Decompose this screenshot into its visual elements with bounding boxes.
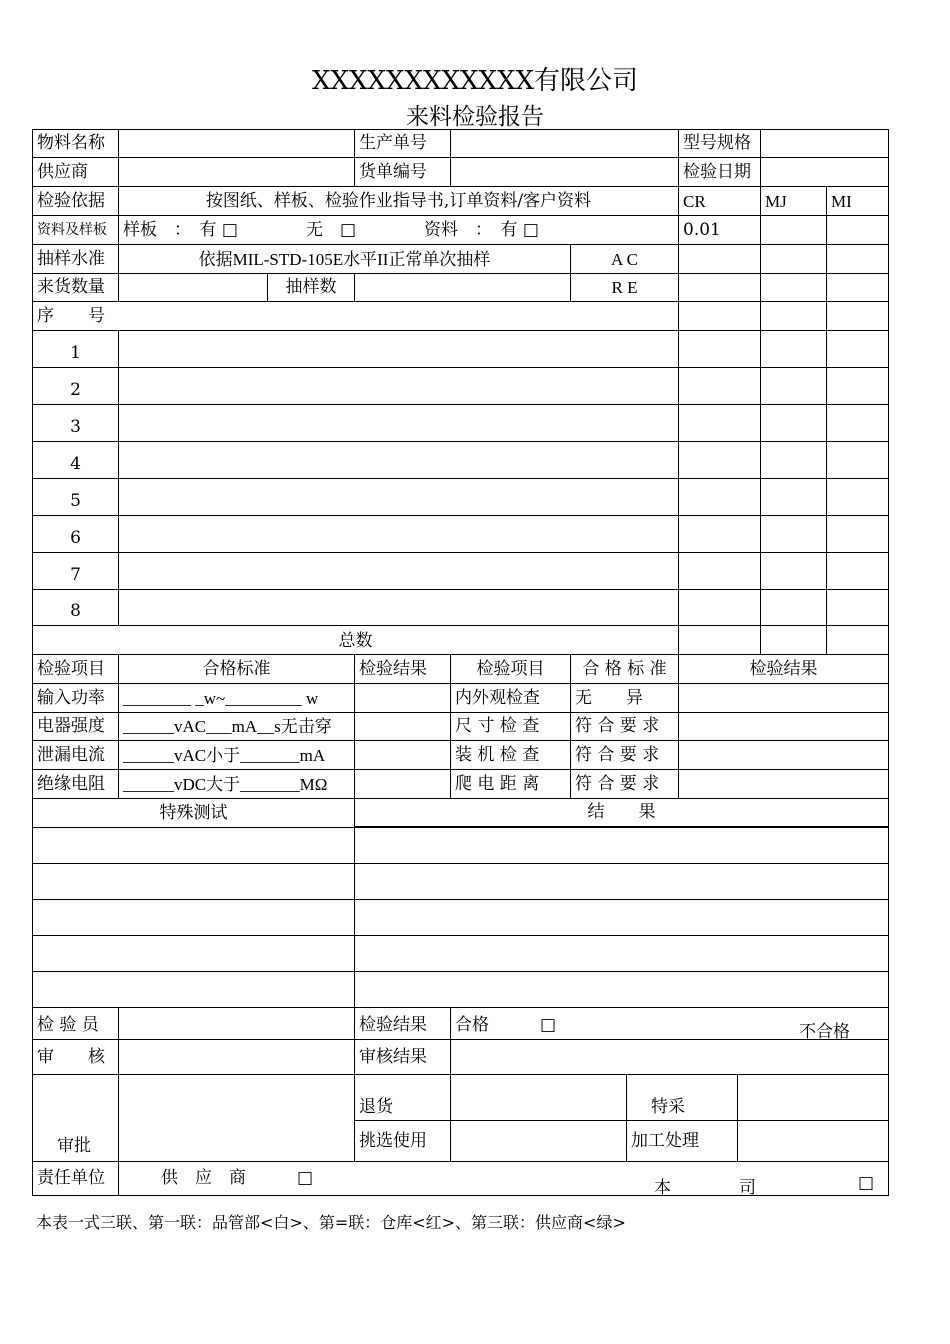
row-mj[interactable] [760,478,827,516]
special-result-field[interactable] [354,935,889,972]
ac-mj[interactable] [760,244,827,274]
total-mi[interactable] [826,625,889,655]
row-number: 7 [32,552,119,590]
serial-mi [826,301,889,331]
special-adopt-field[interactable] [737,1074,889,1121]
rework-label: 加工处理 [626,1120,738,1162]
row-number: 4 [32,441,119,479]
row-mj[interactable] [760,515,827,553]
test-result-field[interactable] [354,712,451,741]
total-mj[interactable] [760,625,827,655]
row-number: 1 [32,330,119,368]
test-standard-right: 符 合 要 求 [570,740,679,770]
row-cr[interactable] [678,441,761,479]
responsible-supplier-option[interactable]: 供 应 商 □ [118,1161,889,1196]
special-test-header: 特殊测试 [32,798,355,828]
pass-option[interactable]: 合格 □ [450,1007,889,1040]
test-standard-right: 符 合 要 求 [570,769,679,799]
serial-cr [678,301,761,331]
supplier-label: 供应商 [32,157,119,187]
return-field[interactable] [450,1074,627,1121]
sampling-text: 依据MIL-STD-105E水平II正常单次抽样 [118,244,571,274]
row-cr[interactable] [678,330,761,368]
row-mi[interactable] [826,515,889,553]
row-content[interactable] [118,367,679,405]
mi-value[interactable] [826,215,889,245]
responsible-company-checkbox[interactable]: □ [858,1173,875,1193]
mj-value[interactable] [760,215,827,245]
test-item: 泄漏电流 [32,740,119,770]
test-item: 电器强度 [32,712,119,741]
test-result-field[interactable] [354,769,451,799]
test-item-right: 内外观检查 [450,683,571,713]
total-label: 总数 [32,625,679,655]
test-standard-right: 符 合 要 求 [570,712,679,741]
row-mj[interactable] [760,589,827,626]
responsible-label: 责任单位 [32,1161,119,1196]
row-mi[interactable] [826,441,889,479]
test-std-header: 合格标准 [118,654,355,684]
test-result-field-right[interactable] [678,769,889,799]
re-mi[interactable] [826,273,889,302]
re-mj[interactable] [760,273,827,302]
row-cr[interactable] [678,515,761,553]
material-name-label: 物料名称 [32,129,119,158]
special-test-field[interactable] [32,899,355,936]
basis-label: 检验依据 [32,186,119,216]
serial-mj [760,301,827,331]
test-result-header-2: 检验结果 [678,654,889,684]
ac-mi[interactable] [826,244,889,274]
supplier-field[interactable] [118,157,355,187]
special-result-field[interactable] [354,971,889,1008]
responsible-company-option[interactable]: 本 司 [654,1178,756,1198]
sample-qty-field[interactable] [354,273,571,302]
test-result-field[interactable] [354,740,451,770]
cr-header: CR [678,186,761,216]
row-cr[interactable] [678,404,761,442]
special-test-field[interactable] [32,935,355,972]
material-name-field[interactable] [118,129,355,158]
special-adopt-label: 特采 [626,1074,738,1121]
special-result-field[interactable] [354,899,889,936]
approve-label: 审批 [32,1074,119,1162]
row-number: 8 [32,589,119,626]
test-item: 输入功率 [32,683,119,713]
row-mj[interactable] [760,441,827,479]
return-label: 退货 [354,1074,451,1121]
row-cr[interactable] [678,552,761,590]
row-content[interactable] [118,589,679,626]
row-mi[interactable] [826,478,889,516]
inspector-label: 检 验 员 [32,1007,119,1040]
shipment-no-label: 货单编号 [354,157,451,187]
test-item-right: 装 机 检 查 [450,740,571,770]
test-item-right: 爬 电 距 离 [450,769,571,799]
test-result-field-right[interactable] [678,740,889,770]
test-standard: ______vAC小于_______mA [118,740,355,770]
cr-value: 0.01 [678,215,761,245]
rework-field[interactable] [737,1120,889,1162]
ac-label: A C [570,244,679,274]
row-mi[interactable] [826,330,889,368]
test-result-header: 检验结果 [354,654,451,684]
special-result-field[interactable] [354,827,889,864]
basis-text: 按图纸、样板、检验作业指导书,订单资料/客户资料 [118,186,679,216]
inspection-date-field[interactable] [760,157,889,187]
sample-qty-label: 抽样数 [267,273,355,302]
special-test-field[interactable] [32,863,355,900]
pick-use-label: 挑选使用 [354,1120,451,1162]
model-spec-field[interactable] [760,129,889,158]
re-cr[interactable] [678,273,761,302]
footer-note: 本表一式三联、第一联：品管部<白>、第=联：仓库<红>、第三联：供应商<绿> [36,1213,626,1232]
serial-header: 序 号 [32,301,679,331]
review-result-label: 审核结果 [354,1039,451,1075]
review-result-field[interactable] [450,1039,889,1075]
row-mi[interactable] [826,552,889,590]
test-standard: ________ _w~_________ w [118,683,355,713]
test-std-header-2: 合 格 标 准 [570,654,679,684]
row-number: 3 [32,404,119,442]
fail-option[interactable]: 不合格 [799,1022,850,1042]
test-item: 绝缘电阻 [32,769,119,799]
test-item-header: 检验项目 [32,654,119,684]
row-content[interactable] [118,330,679,368]
sample-doc-label: 资料及样板 [32,215,119,245]
row-content[interactable] [118,441,679,479]
test-result-field[interactable] [354,683,451,713]
model-spec-label: 型号规格 [678,129,761,158]
test-item-header-2: 检验项目 [450,654,571,684]
row-number: 6 [32,515,119,553]
row-mi[interactable] [826,367,889,405]
reviewer-field[interactable] [118,1039,355,1075]
approve-field[interactable] [118,1074,355,1162]
mj-header: MJ [760,186,827,216]
qty-label: 来货数量 [32,273,119,302]
row-mi[interactable] [826,589,889,626]
row-content[interactable] [118,404,679,442]
re-label: R E [570,273,679,302]
row-cr[interactable] [678,478,761,516]
inspection-date-label: 检验日期 [678,157,761,187]
sampling-label: 抽样水准 [32,244,119,274]
row-number: 5 [32,478,119,516]
total-cr[interactable] [678,625,761,655]
reviewer-label: 审 核 [32,1039,119,1075]
inspection-result-label: 检验结果 [354,1007,451,1040]
test-standard-right: 无 异 [570,683,679,713]
test-item-right: 尺 寸 检 查 [450,712,571,741]
row-content[interactable] [118,552,679,590]
test-result-field-right[interactable] [678,712,889,741]
test-standard: ______vAC___mA__s无击穿 [118,712,355,741]
shipment-no-field[interactable] [450,157,679,187]
row-cr[interactable] [678,589,761,626]
row-mi[interactable] [826,404,889,442]
special-result-header: 结 果 [354,798,889,828]
row-content[interactable] [118,515,679,553]
production-no-label: 生产单号 [354,129,451,158]
inspector-field[interactable] [118,1007,355,1040]
special-test-field[interactable] [32,971,355,1008]
mi-header: MI [826,186,889,216]
row-mj[interactable] [760,552,827,590]
row-mj[interactable] [760,404,827,442]
qty-field[interactable] [118,273,268,302]
ac-cr[interactable] [678,244,761,274]
row-number: 2 [32,367,119,405]
row-mj[interactable] [760,367,827,405]
company-title: XXXXXXXXXXXX有限公司 [311,66,639,96]
test-result-field-right[interactable] [678,683,889,713]
special-result-field[interactable] [354,863,889,900]
row-mj[interactable] [760,330,827,368]
test-standard: ______vDC大于_______MΩ [118,769,355,799]
row-content[interactable] [118,478,679,516]
special-test-field[interactable] [32,827,355,864]
production-no-field[interactable] [450,129,679,158]
report-title: 来料检验报告 [406,104,544,130]
pick-use-field[interactable] [450,1120,627,1162]
row-cr[interactable] [678,367,761,405]
sample-doc-options[interactable]: 样板 ： 有 □ 无 □ 资料 ： 有 □ [118,215,679,245]
